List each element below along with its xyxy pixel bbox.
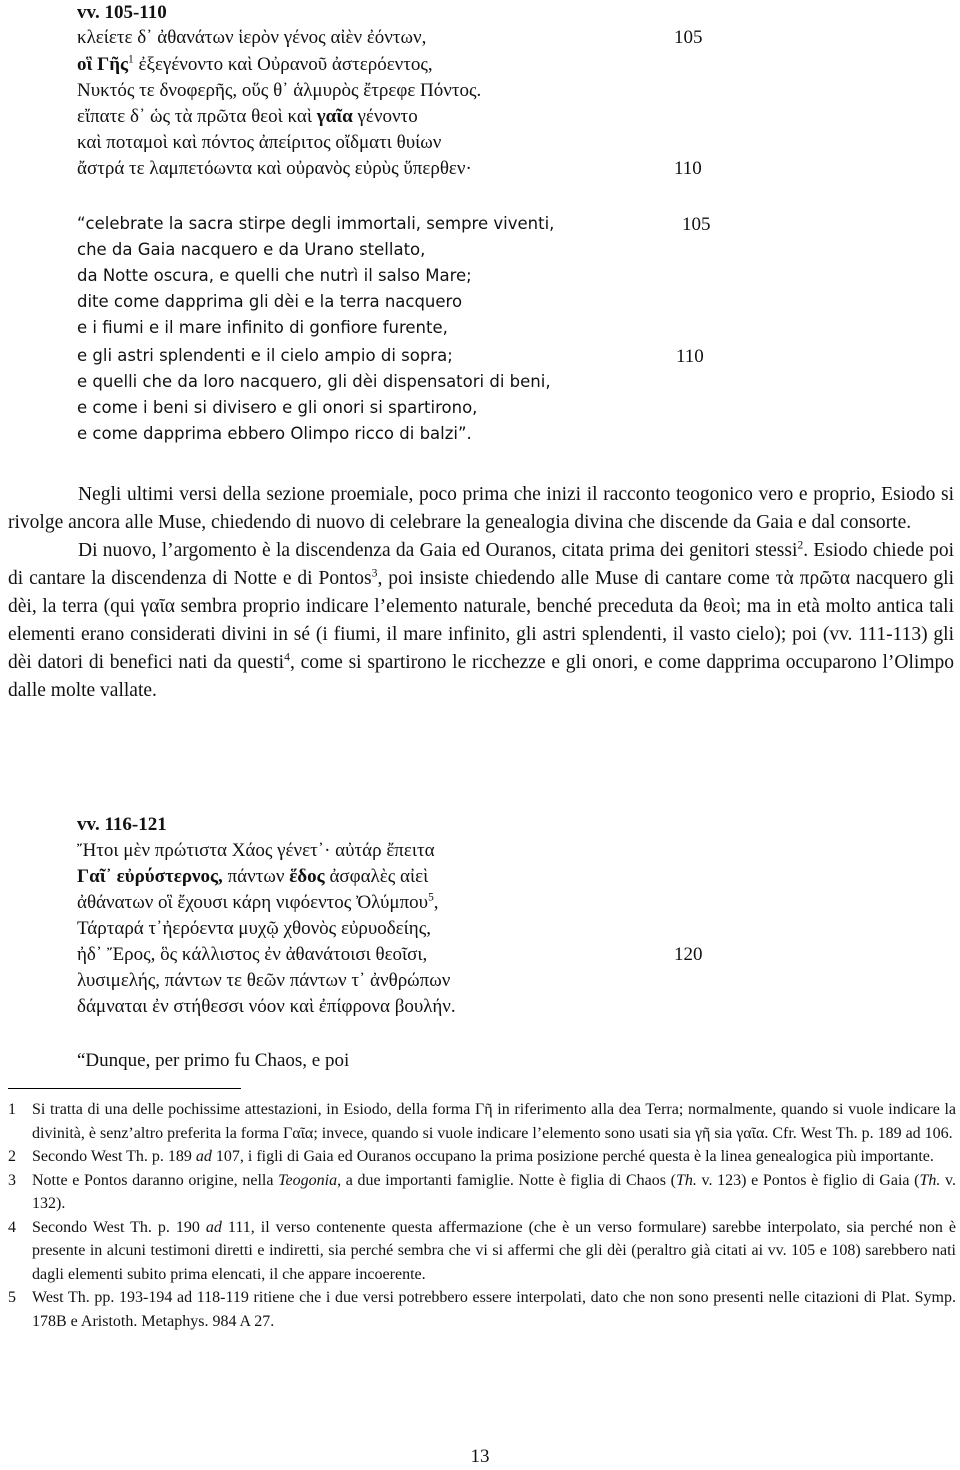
translation-line: che da Gaia nacquero e da Urano stellato,: [77, 240, 426, 259]
translation-line: e quelli che da loro nacquero, gli dèi dispensatori di beni,: [77, 372, 551, 391]
commentary-paragraph: [8, 537, 954, 705]
commentary-paragraph: Negli ultimi versi della sezione proemiale, poco prima che inizi il racconto teogonico vero e proprio, Esiodo si rivolge ancora alle Muse, chiedendo di nuovo di celebrare la genealogia divina che discende da Gaia e dal consorte.: [8, 484, 954, 533]
footnote-text-part: 107, i figli di Gaia ed Ouranos occupano la prima posizione perché questa è la linea genealogica più importante.: [211, 1148, 934, 1165]
prose-text: , come si spartirono le ricchezze e gli onori, e come dapprima occuparono l’Olimpo dalle molte vallate.: [8, 652, 954, 701]
footnote-ref: 4: [284, 650, 290, 664]
section-heading-116-121: vv. 116-121: [77, 814, 167, 835]
greek-bold-text: ἕδος: [289, 866, 325, 887]
prose-text: Di nuovo, l’argomento è la discendenza da Gaia ed Ouranos, citata prima dei genitori stessi: [78, 540, 798, 561]
footnote-italic: ad: [205, 1218, 222, 1236]
greek-verse-line: [77, 866, 428, 888]
footnote-italic: Th.: [919, 1171, 941, 1189]
translation-line: e i fiumi e il mare infinito di gonfiore furente,: [77, 318, 448, 337]
footnote-text: West Th. pp. 193-194 ad 118-119 ritiene che i due versi potrebbero essere interpolati, dato che non sono presenti nelle citazioni di Plat. Symp. 178B e Aristoth. Metaphys. 984 A 27.: [32, 1289, 956, 1330]
greek-verse-text: εἴπατε δ᾽ ὡς τὰ πρῶτα θεοὶ καὶ: [77, 106, 312, 127]
footnote-ref: 2: [797, 538, 804, 552]
footnote-text-part: Secondo West Th. p. 189: [32, 1148, 196, 1165]
commentary-prose: [8, 481, 954, 705]
footnote-ref: 5: [428, 891, 434, 904]
footnote-text: [32, 1169, 956, 1216]
footnote-text-part: Notte e Pontos daranno origine, nella: [32, 1171, 279, 1189]
footnote-text-part: , a due importanti famiglie. Notte è figlia di Chaos (: [337, 1171, 676, 1189]
verse-number: 110: [676, 346, 704, 367]
translation-line: e come i beni si divisero e gli onori si spartirono,: [77, 398, 478, 417]
footnote-text-part: Secondo West Th. p. 190: [32, 1218, 206, 1236]
translation-line: e come dapprima ebbero Olimpo ricco di balzi”.: [77, 424, 472, 443]
footnote-text: [32, 1145, 956, 1169]
greek-bold-text: Γαῖ᾽ εὐρύστερνος,: [77, 866, 223, 887]
greek-verse-line: Τάρταρά τ᾽ἠερόεντα μυχῷ χθονὸς εὐρυοδείης,: [77, 918, 431, 939]
footnote-italic: Teogonia: [278, 1171, 338, 1189]
greek-verse-text: πάντων: [222, 866, 290, 887]
footnote-text-part: 111, il verso contenente questa affermazione (che è un verso formulare) sarebbe interpolato, sia perché non è presente in alcuni testimoni diretti e indiretti, sia perché sembra che vi si affermi che gli dèi (peraltro già citati ai vv. 105 e 108) sarebbero nati dagli elementi subito prima elencati, il che appare incoerente.: [32, 1218, 957, 1283]
greek-verse-line: κλείετε δ᾽ ἀθανάτων ἱερὸν γένος αἰὲν ἐόντων,: [77, 27, 427, 48]
greek-verse-text: ἀσφαλὲς αἰεὶ: [324, 866, 429, 887]
greek-verse-text: ,: [433, 892, 439, 913]
translation-line: e gli astri splendenti e il cielo ampio di sopra;: [77, 346, 453, 365]
footnote-text-part: v. 123) e Pontos è figlio di Gaia (: [696, 1171, 920, 1189]
footnote-number: 1: [8, 1101, 16, 1118]
footnote-number: 3: [8, 1171, 16, 1189]
footnotes: [8, 1098, 956, 1333]
greek-verse-line: δάμναται ἐν στήθεσσι νόον καὶ ἐπίφρονα βουλήν.: [77, 996, 456, 1017]
footnote-ref: 3: [371, 566, 378, 580]
footnote: [8, 1286, 956, 1333]
greek-verse-text: γένοντο: [352, 106, 418, 127]
translation-line: dite come dapprima gli dèi e la terra nacquero: [77, 292, 463, 311]
greek-verse-text: ἐξεγένοντο καὶ Οὐρανοῦ ἀστερόεντος,: [133, 54, 433, 75]
footnote-text: Si tratta di una delle pochissime attestazioni, in Esiodo, della forma Γῆ in riferimento alla dea Terra; normalmente, quando si vuole indicare la divinità, è senz’altro preferita la forma Γαῖα; invece, quando si vuole indicare l’elemento sono usati sia γῆ sia γαῖα. Cfr. West Th. p. 189 ad 106.: [32, 1101, 956, 1142]
prose-text: , poi insiste chiedendo alle Muse di cantare come τὰ πρῶτα nacquero gli dèi, la terra (qui γαῖα sembra proprio indicare l’elemento naturale, benché preceduta da θεοὶ; ma in età molto antica tali elementi erano considerati divini in sé (i fiumi, il mare infinito, gli astri splendenti, il vasto cielo); poi (vv. 111-113) gli dèi datori di benefici nati da questi: [8, 568, 955, 673]
prose-text: . Esiodo chiede poi di cantare la discendenza di Notte e di Pontos: [8, 540, 954, 589]
footnote-separator: [8, 1088, 241, 1089]
greek-verse-line: καὶ ποταμοὶ καὶ πόντος ἀπείριτος οἴδματι θυίων: [77, 132, 442, 153]
greek-verse-text: ἀθάνατων οἳ ἔχουσι κάρη νιφόεντος Ὀλύμπου: [77, 892, 429, 913]
footnote-ref: 1: [128, 53, 134, 66]
verse-number: 105: [682, 214, 711, 235]
translation-line: “celebrate la sacra stirpe degli immortali, sempre viventi,: [77, 214, 555, 233]
greek-verse-line: ἠδ᾽ Ἔρος, ὃς κάλλιστος ἐν ἀθανάτοισι θεοῖσι,: [77, 944, 428, 965]
greek-word-gaia: γαῖα: [316, 106, 353, 127]
translation-line: “Dunque, per primo fu Chaos, e poi: [77, 1050, 350, 1071]
verse-number: 110: [674, 158, 702, 179]
greek-word-ges: οἳ Γῆς: [77, 54, 129, 75]
footnote: [8, 1216, 956, 1287]
footnote: [8, 1169, 956, 1216]
page-number: 13: [470, 1446, 490, 1467]
footnote-italic: Th.: [675, 1171, 697, 1189]
greek-verse-line: Ἤτοι μὲν πρώτιστα Χάος γένετ᾽· αὐτάρ ἔπειτα: [77, 840, 435, 861]
greek-verse-line: [77, 106, 418, 128]
greek-verse-line: λυσιμελής, πάντων τε θεῶν πάντων τ᾽ ἀνθρώπων: [77, 970, 451, 991]
greek-verse-line: [77, 54, 433, 76]
footnote-text: [32, 1216, 956, 1287]
verse-number: 105: [674, 27, 703, 48]
verse-number: 120: [674, 944, 703, 965]
footnote-italic: ad: [195, 1148, 212, 1165]
footnote-number: 4: [8, 1218, 16, 1236]
footnote-text-part: v. 132).: [32, 1171, 957, 1212]
greek-verse-line: [77, 892, 439, 914]
footnote-number: 2: [8, 1148, 16, 1165]
footnote-number: 5: [8, 1289, 16, 1306]
footnote: [8, 1145, 956, 1169]
translation-line: da Notte oscura, e quelli che nutrì il salso Mare;: [77, 266, 472, 285]
greek-verse-line: ἄστρά τε λαμπετόωντα καὶ οὐρανὸς εὐρὺς ὕπερθεν·: [77, 158, 472, 179]
section-heading-105-110: vv. 105-110: [77, 2, 167, 23]
footnote: [8, 1098, 956, 1145]
greek-verse-line: Νυκτός τε δνοφερῆς, οὕς θ᾽ ἁλμυρὸς ἔτρεφε Πόντος.: [77, 80, 482, 101]
